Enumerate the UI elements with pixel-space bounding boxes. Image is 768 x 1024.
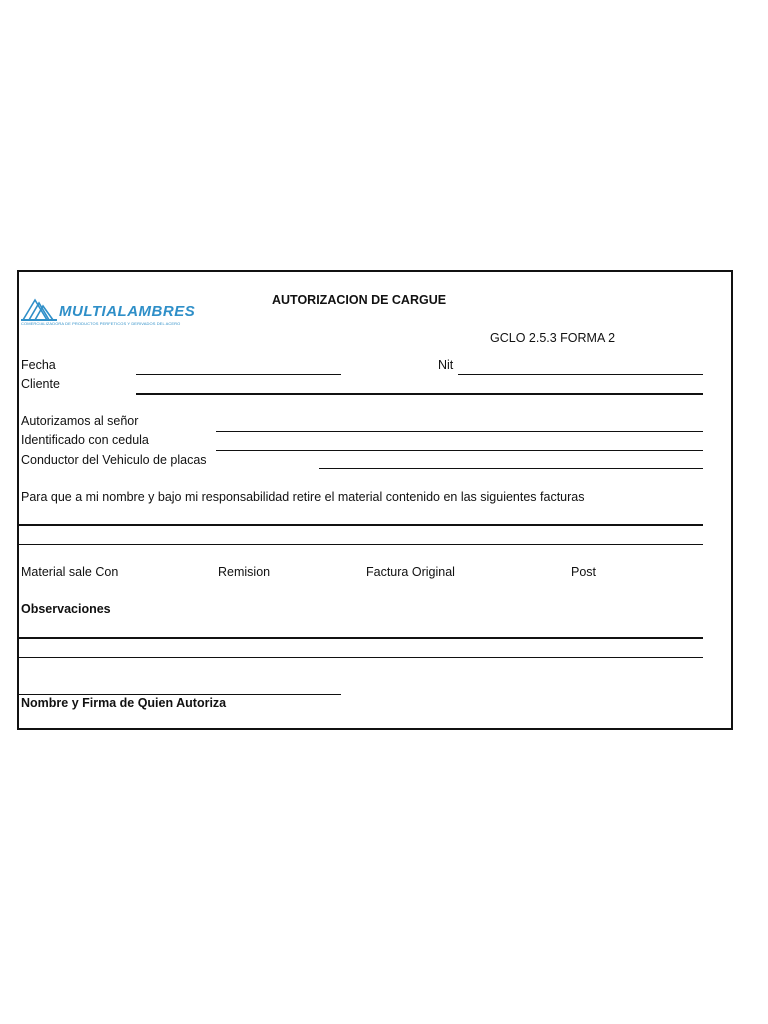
cliente-field[interactable] bbox=[136, 393, 703, 395]
option-factura-original[interactable]: Factura Original bbox=[366, 565, 455, 579]
facturas-field-1[interactable] bbox=[19, 524, 703, 526]
form-title: AUTORIZACION DE CARGUE bbox=[272, 293, 447, 307]
fecha-field[interactable] bbox=[136, 374, 341, 375]
placas-field[interactable] bbox=[319, 468, 703, 469]
cedula-label: Identificado con cedula bbox=[21, 433, 149, 447]
logo-tagline: COMERCIALIZADORA DE PRODUCTOS PERFETICOS Y DERIVADOS DEL ACERO bbox=[21, 321, 181, 326]
nit-label: Nit bbox=[438, 358, 454, 372]
fecha-label: Fecha bbox=[21, 358, 56, 372]
observaciones-field-2[interactable] bbox=[19, 657, 703, 658]
autorizamos-label: Autorizamos al señor bbox=[21, 414, 139, 428]
cliente-label: Cliente bbox=[21, 377, 60, 391]
observaciones-label: Observaciones bbox=[21, 602, 111, 616]
firma-field[interactable] bbox=[19, 694, 341, 695]
logo-mark-icon bbox=[21, 298, 57, 322]
autorizamos-field[interactable] bbox=[216, 431, 703, 432]
form-code: GCLO 2.5.3 FORMA 2 bbox=[490, 331, 616, 345]
conductor-label: Conductor del Vehiculo de placas bbox=[21, 453, 207, 467]
nit-field[interactable] bbox=[458, 374, 703, 375]
cedula-field[interactable] bbox=[216, 450, 703, 451]
observaciones-field-1[interactable] bbox=[19, 637, 703, 639]
facturas-field-2[interactable] bbox=[19, 544, 703, 545]
material-label: Material sale Con bbox=[21, 565, 119, 579]
statement-text: Para que a mi nombre y bajo mi responsabilidad retire el material contenido en las siguientes facturas bbox=[21, 490, 585, 504]
option-post[interactable]: Post bbox=[571, 565, 597, 579]
firma-label: Nombre y Firma de Quien Autoriza bbox=[21, 696, 227, 710]
company-logo bbox=[21, 296, 206, 328]
authorization-form bbox=[17, 270, 733, 730]
logo-wordmark: MULTIALAMBRES bbox=[59, 303, 196, 320]
option-remision[interactable]: Remision bbox=[218, 565, 271, 579]
